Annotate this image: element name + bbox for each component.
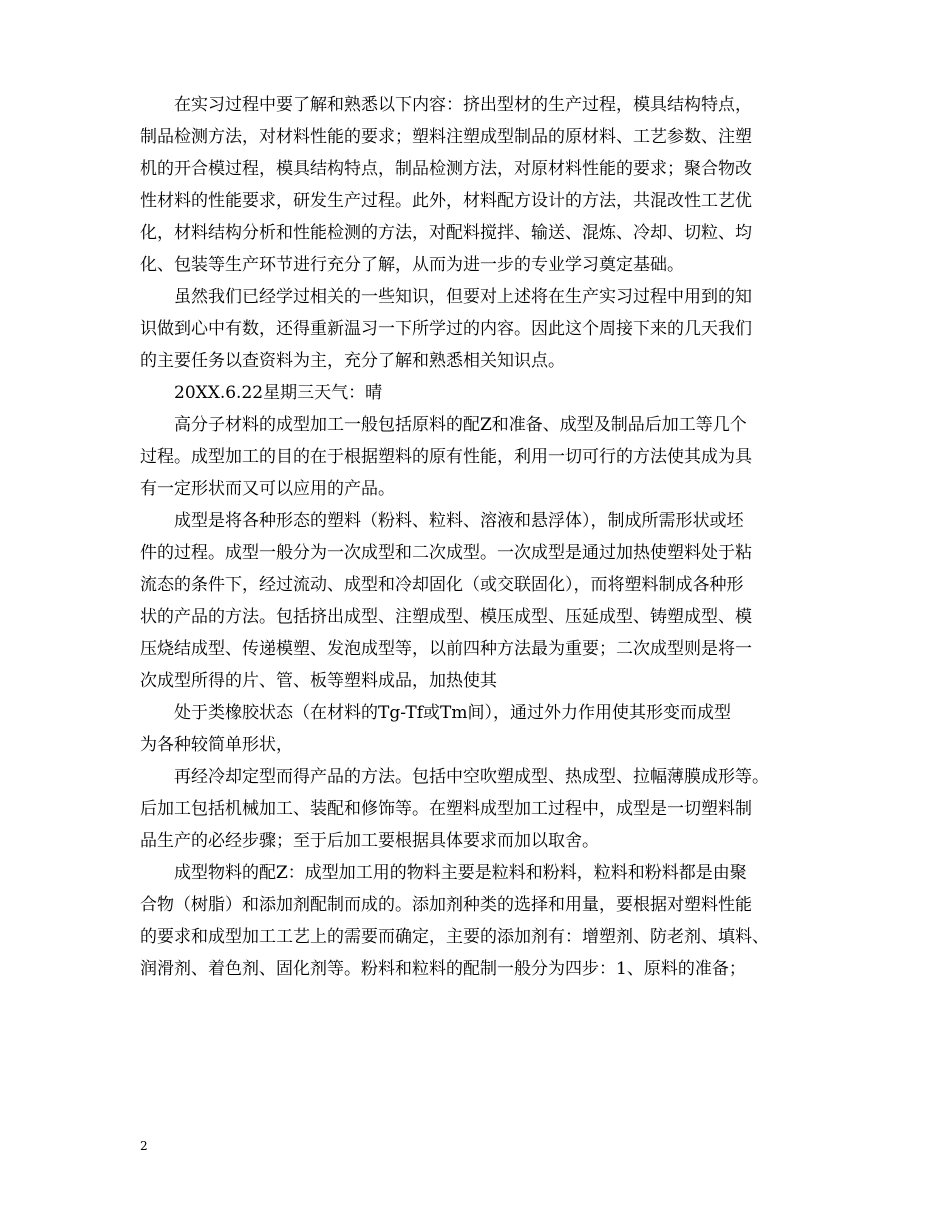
paragraph <box>140 857 815 985</box>
text-line: 虽然我们已经学过相关的一些知识，但要对上述将在生产实习过程中用到的知 <box>174 287 752 307</box>
text-line: 在实习过程中要了解和熟悉以下内容：挤出型材的生产过程，模具结构特点， <box>174 95 752 115</box>
text-line: 化，材料结构分析和性能检测的方法，对配料搅拌、输送、混炼、冷却、切粒、均 <box>140 223 752 243</box>
text-line: 为各种较简单形状， <box>140 735 293 755</box>
text-line: 再经冷却定型而得产品的方法。包括中空吹塑成型、热成型、拉幅薄膜成形等。 <box>174 767 769 787</box>
paragraph <box>140 409 815 505</box>
text-line: 润滑剂、着色剂、固化剂等。粉料和粒料的配制一般分为四步：1、原料的准备； <box>140 959 746 979</box>
page-number: 2 <box>140 1139 148 1153</box>
text-line: 有一定形状而又可以应用的产品。 <box>140 479 395 499</box>
text-line: 后加工包括机械加工、装配和修饰等。在塑料成型加工过程中，成型是一切塑料制 <box>140 799 752 819</box>
paragraph <box>140 505 815 697</box>
paragraph <box>140 281 815 377</box>
text-line: 的要求和成型加工工艺上的需要而确定，主要的添加剂有：增塑剂、防老剂、填料、 <box>140 927 769 947</box>
text-line: 合物（树脂）和添加剂配制而成的。添加剂种类的选择和用量，要根据对塑料性能 <box>140 895 752 915</box>
paragraph <box>140 377 815 409</box>
text-line: 机的开合模过程，模具结构特点，制品检测方法，对原材料性能的要求；聚合物改 <box>140 159 752 179</box>
document-body <box>140 89 815 985</box>
text-line: 成型是将各种形态的塑料（粉料、粒料、溶液和悬浮体），制成所需形状或坯 <box>174 511 744 531</box>
text-line: 成型物料的配Z：成型加工用的物料主要是粒料和粉料，粒料和粉料都是由聚 <box>174 863 747 883</box>
text-line: 识做到心中有数，还得重新温习一下所学过的内容。因此这个周接下来的几天我们 <box>140 319 752 339</box>
text-line: 的主要任务以查资料为主，充分了解和熟悉相关知识点。 <box>140 351 565 371</box>
text-line: 20XX.6.22星期三天气：晴 <box>174 383 383 403</box>
text-line: 次成型所得的片、管、板等塑料成品，加热使其 <box>140 671 497 691</box>
text-line: 处于类橡胶状态（在材料的Tg-Tf或Tm间），通过外力作用使其形变而成型 <box>174 703 731 723</box>
paragraph <box>140 89 815 281</box>
text-line: 品生产的必经步骤；至于后加工要根据具体要求而加以取舍。 <box>140 831 599 851</box>
paragraph <box>140 761 815 857</box>
text-line: 压烧结成型、传递模塑、发泡成型等，以前四种方法最为重要；二次成型则是将一 <box>140 639 752 659</box>
text-line: 状的产品的方法。包括挤出成型、注塑成型、模压成型、压延成型、铸塑成型、模 <box>140 607 752 627</box>
paragraph <box>140 697 815 761</box>
text-line: 制品检测方法，对材料性能的要求；塑料注塑成型制品的原材料、工艺参数、注塑 <box>140 127 752 147</box>
text-line: 化、包装等生产环节进行充分了解，从而为进一步的专业学习奠定基础。 <box>140 255 684 275</box>
text-line: 性材料的性能要求，研发生产过程。此外，材料配方设计的方法，共混改性工艺优 <box>140 191 752 211</box>
text-line: 高分子材料的成型加工一般包括原料的配Z和准备、成型及制品后加工等几个 <box>174 415 747 435</box>
text-line: 流态的条件下，经过流动、成型和冷却固化（或交联固化），而将塑料制成各种形 <box>140 575 744 595</box>
text-line: 过程。成型加工的目的在于根据塑料的原有性能，利用一切可行的方法使其成为具 <box>140 447 752 467</box>
text-line: 件的过程。成型一般分为一次成型和二次成型。一次成型是通过加热使塑料处于粘 <box>140 543 752 563</box>
